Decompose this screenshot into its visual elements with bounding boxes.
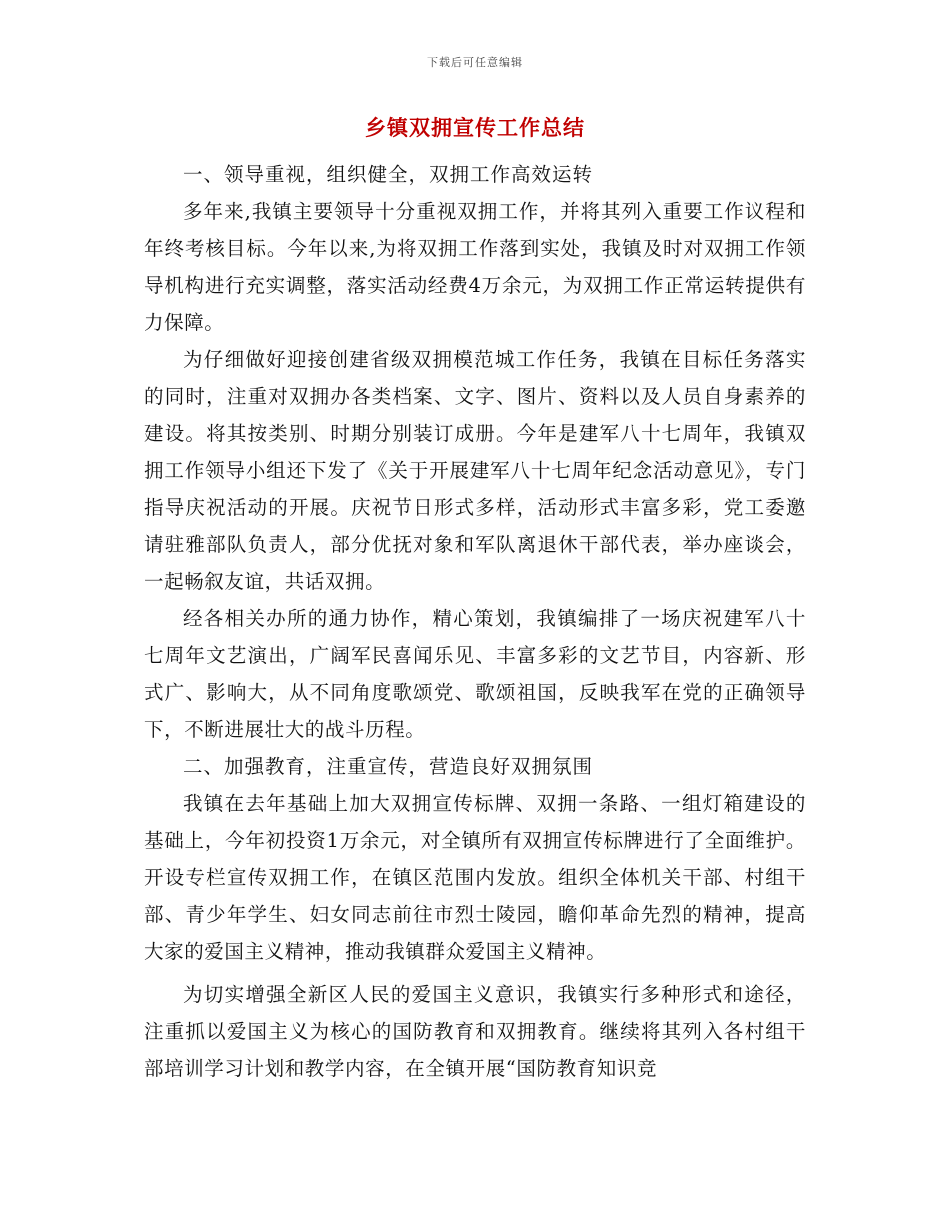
paragraph: 为切实增强全新区人民的爱国主义意识，我镇实行多种形式和途径，注重抓以爱国主义为核心的国防教育和双拥教育。继续将其列入各村组干部培训学习计划和教学内容，在全镇开展“国防教育知识竞 bbox=[144, 983, 806, 1080]
section-heading: 一、领导重视，组织健全，双拥工作高效运转 bbox=[183, 163, 594, 186]
paragraph: 经各相关办所的通力协作，精心策划，我镇编排了一场庆祝建军八十七周年文艺演出，广阔军民喜闻乐见、丰富多彩的文艺节目，内容新、形式广、影响大，从不同角度歌颂党、歌颂祖国，反映我军在党的正确领导下，不断进展壮大的战斗历程。 bbox=[144, 607, 806, 741]
header-note: 下载后可任意编辑 bbox=[427, 56, 523, 69]
document-title: 乡镇双拥宣传工作总结 bbox=[365, 115, 585, 140]
document-body bbox=[144, 156, 806, 1087]
paragraph: 为仔细做好迎接创建省级双拥模范城工作任务，我镇在目标任务落实的同时，注重对双拥办各类档案、文字、图片、资料以及人员自身素养的建设。将其按类别、时期分别装订成册。今年是建军八十七周年，我镇双拥工作领导小组还下发了《关于开展建军八十七周年纪念活动意见》，专门指导庆祝活动的开展。庆祝节日形式多样，活动形式丰富多彩，党工委邀请驻雅部队负责人，部分优抚对象和军队离退休干部代表，举办座谈会，一起畅叙友谊，共话双拥。 bbox=[144, 348, 806, 593]
paragraph: 多年来,我镇主要领导十分重视双拥工作，并将其列入重要工作议程和年终考核目标。今年以来,为将双拥工作落到实处，我镇及时对双拥工作领导机构进行充实调整，落实活动经费4万余元，为双拥工作正常运转提供有力保障。 bbox=[144, 200, 806, 334]
paragraph: 我镇在去年基础上加大双拥宣传标牌、双拥一条路、一组灯箱建设的基础上，今年初投资1万余元，对全镇所有双拥宣传标牌进行了全面维护。开设专栏宣传双拥工作，在镇区范围内发放。组织全体机关干部、村组干部、青少年学生、妇女同志前往市烈士陵园，瞻仰革命先烈的精神，提高大家的爱国主义精神，推动我镇群众爱国主义精神。 bbox=[144, 792, 806, 963]
section-heading: 二、加强教育，注重宣传，营造良好双拥氛围 bbox=[183, 755, 594, 778]
